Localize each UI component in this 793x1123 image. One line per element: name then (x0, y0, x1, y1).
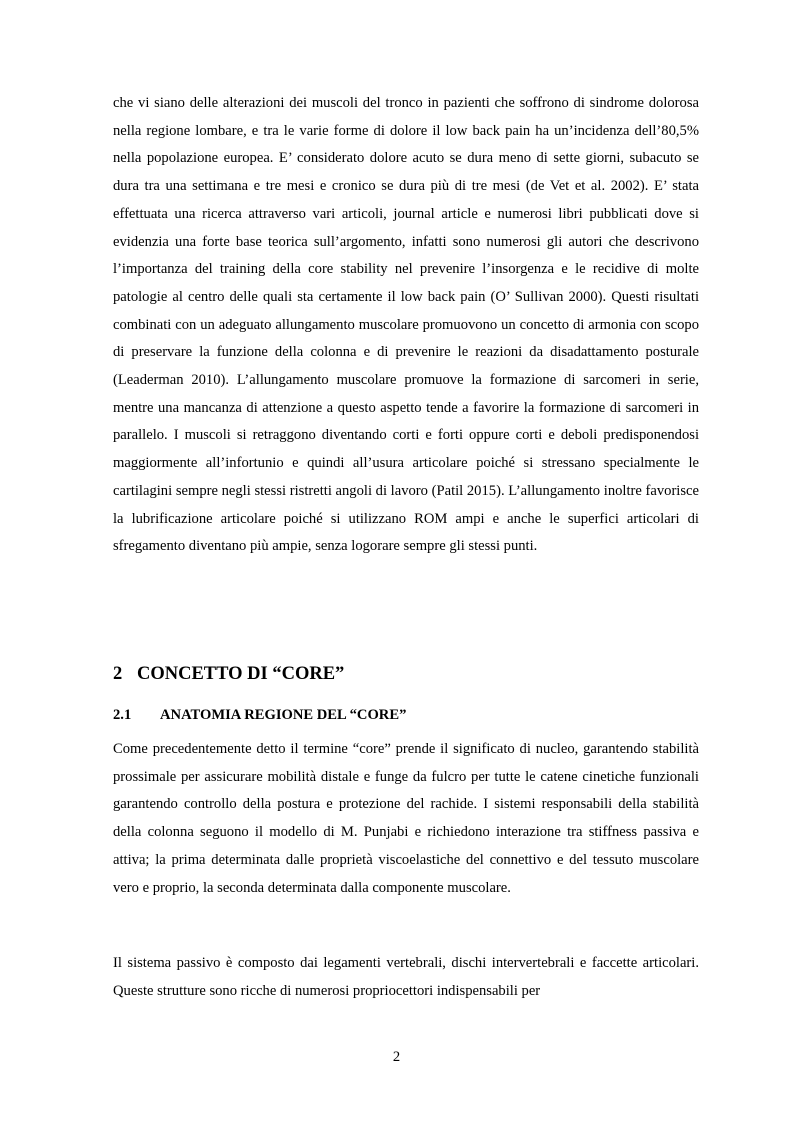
body-paragraph: che vi siano delle alterazioni dei muscoli del tronco in pazienti che soffrono di sindrome dolorosa nella regione lombare, e tra le varie forme di dolore il low back pain ha un’incidenza dell’80,5% nella popolazione europea. E’ considerato dolore acuto se dura meno di sette giorni, subacuto se dura tra una settimana e tre mesi e cronico se dura più di tre mesi (de Vet et al. 2002). E’ stata effettuata una ricerca attraverso vari articoli, journal article e numerosi libri pubblicati dove si evidenzia una forte base teorica sull’argomento, infatti sono numerosi gli autori che descrivono l’importanza del training della core stability nel prevenire l’insorgenza e le recidive di molte patologie al centro delle quali sta certamente il low back pain (O’ Sullivan 2000). Questi risultati combinati con un adeguato allungamento muscolare promuovono un concetto di armonia con scopo di preservare la funzione della colonna e di prevenire le reazioni da disadattamento posturale (Leaderman 2010). L’allungamento muscolare promuove la formazione di sarcomeri in serie, mentre una mancanza di attenzione a questo aspetto tende a favorire la formazione di sarcomeri in parallelo. I muscoli si retraggono diventando corti e forti oppure corti e deboli predisponendosi maggiormente all’infortunio e quindi all’usura articolare poiché si stressano specialmente le cartilagini sempre negli stessi ristretti angoli di lavoro (Patil 2015). L’allungamento inoltre favorisce la lubrificazione articolare poiché si utilizzano ROM ampi e anche le superfici articolari di sfregamento diventano più ampie, senza logorare sempre gli stessi punti. (113, 95, 699, 555)
subsection-number: 2.1 (113, 707, 132, 723)
subsection-title: ANATOMIA REGIONE DEL “CORE” (160, 707, 407, 723)
section-number: 2 (113, 664, 123, 684)
body-paragraph: Come precedentemente detto il termine “core” prende il significato di nucleo, garantendo stabilità prossimale per assicurare mobilità distale e funge da fulcro per tutte le catene cinetiche funzionali garantendo controllo della postura e protezione del rachide. I sistemi responsabili della stabilità della colonna seguono il modello di M. Punjabi e richiedono interazione tra stiffness passiva e attiva; la prima determinata dalle proprietà viscoelastiche del connettivo e del tessuto muscolare vero e proprio, la seconda determinata dalla componente muscolare. (113, 741, 699, 896)
page-number: 2 (392, 1049, 401, 1065)
section-heading (113, 664, 344, 685)
body-paragraph: Il sistema passivo è composto dai legamenti vertebrali, dischi intervertebrali e faccette articolari. Queste strutture sono ricche di numerosi propriocettori indispensabili per (113, 955, 699, 999)
section-title: CONCETTO DI “CORE” (137, 664, 345, 684)
subsection-heading (113, 707, 406, 724)
